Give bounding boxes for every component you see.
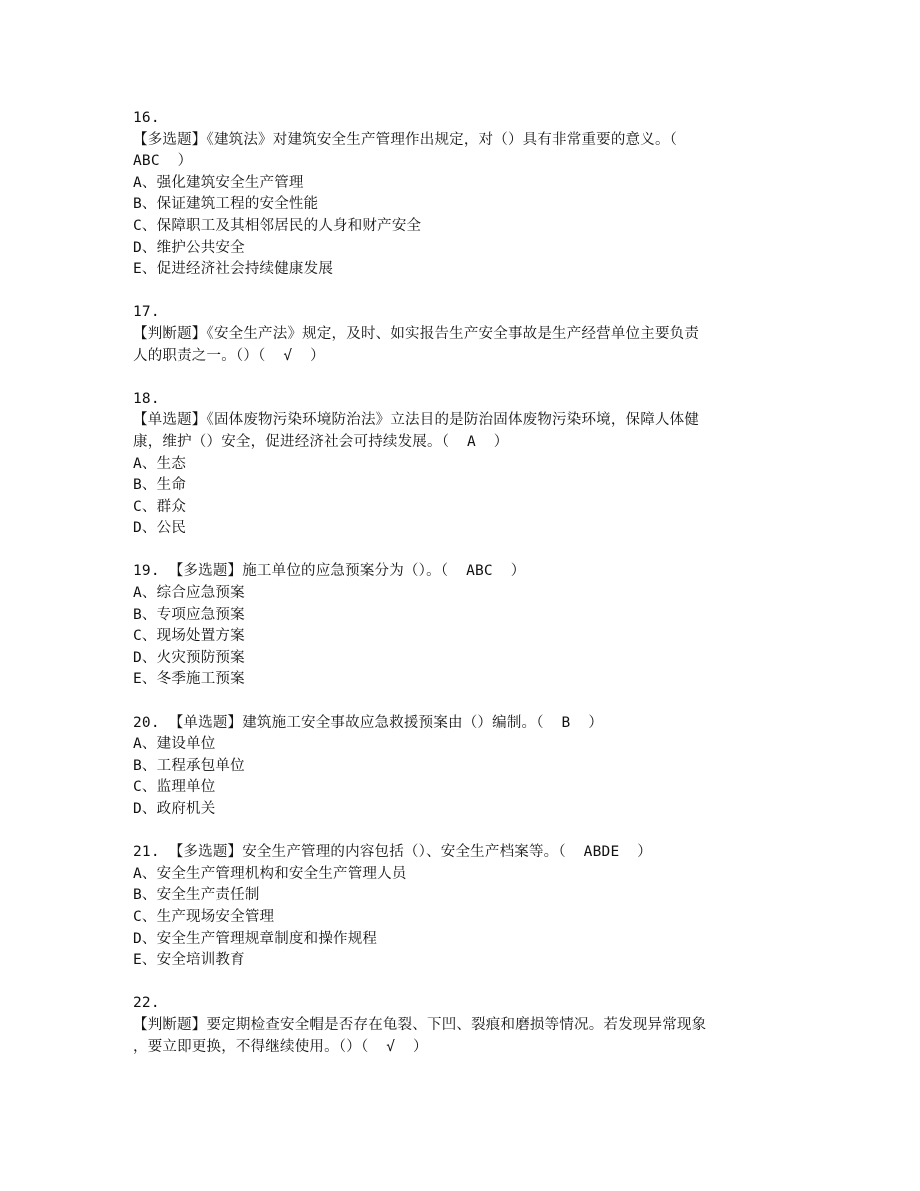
option-d: D、政府机关 bbox=[133, 801, 216, 817]
option-e: E、安全培训教育 bbox=[133, 952, 245, 969]
question-text: 19. 【多选题】施工单位的应急预案分为（）。（ ABC ） bbox=[133, 563, 526, 580]
question-text: 21. 【多选题】安全生产管理的内容包括（）、安全生产档案等。（ ABDE ） bbox=[133, 844, 652, 861]
question-text-continued: ，要立即更换，不得继续使用。（）（ √ ） bbox=[133, 1038, 428, 1055]
option-b: B、保证建筑工程的安全性能 bbox=[133, 196, 319, 213]
option-a: A、安全生产管理机构和安全生产管理人员 bbox=[133, 865, 407, 882]
option-b: B、专项应急预案 bbox=[133, 606, 245, 623]
question-text-continued: 人的职责之一。（）（ √ ） bbox=[133, 347, 325, 364]
question-number: 17. bbox=[133, 304, 160, 321]
question-number: 16. bbox=[133, 110, 160, 126]
option-d: D、火灾预防预案 bbox=[133, 649, 245, 666]
option-c: C、生产现场安全管理 bbox=[133, 908, 275, 925]
option-b: B、安全生产责任制 bbox=[133, 887, 260, 904]
option-a: A、强化建筑安全生产管理 bbox=[133, 174, 304, 191]
question-21 bbox=[133, 842, 793, 972]
option-b: B、工程承包单位 bbox=[133, 757, 245, 774]
question-number: 18. bbox=[133, 390, 160, 407]
question-number: 22. bbox=[133, 995, 160, 1012]
question-text: 【判断题】《安全生产法》规定，及时、如实报告生产安全事故是生产经营单位主要负责 bbox=[133, 325, 700, 342]
question-22 bbox=[133, 993, 793, 1058]
option-c: C、保障职工及其相邻居民的人身和财产安全 bbox=[133, 217, 422, 234]
question-text: 【单选题】《固体废物污染环境防治法》立法目的是防治固体废物污染环境，保障人体健 bbox=[133, 412, 700, 429]
question-text: 【判断题】要定期检查安全帽是否存在龟裂、下凹、裂痕和磨损等情况。若发现异常现象 bbox=[133, 1016, 707, 1033]
question-18 bbox=[133, 389, 793, 540]
option-a: A、生态 bbox=[133, 455, 187, 472]
exam-page bbox=[133, 108, 793, 1058]
option-a: A、建设单位 bbox=[133, 736, 216, 753]
question-text: 【多选题】《建筑法》对建筑安全生产管理作出规定，对（）具有非常重要的意义。（ bbox=[133, 131, 678, 148]
question-16 bbox=[133, 108, 793, 281]
question-text: 20. 【单选题】建筑施工安全事故应急救援预案由（）编制。（ B ） bbox=[133, 714, 604, 731]
option-b: B、生命 bbox=[133, 477, 187, 494]
option-a: A、综合应急预案 bbox=[133, 585, 245, 602]
option-e: E、促进经济社会持续健康发展 bbox=[133, 261, 334, 278]
option-c: C、群众 bbox=[133, 498, 187, 515]
question-19 bbox=[133, 561, 793, 691]
question-answer: ABC ） bbox=[133, 153, 193, 170]
option-c: C、监理单位 bbox=[133, 779, 216, 796]
question-20 bbox=[133, 713, 793, 821]
option-d: D、维护公共安全 bbox=[133, 239, 245, 256]
question-17 bbox=[133, 302, 793, 367]
option-d: D、公民 bbox=[133, 520, 187, 537]
option-e: E、冬季施工预案 bbox=[133, 671, 245, 688]
option-c: C、现场处置方案 bbox=[133, 628, 245, 645]
option-d: D、安全生产管理规章制度和操作规程 bbox=[133, 930, 378, 947]
question-text-continued: 康，维护（）安全，促进经济社会可持续发展。（ A ） bbox=[133, 433, 509, 450]
